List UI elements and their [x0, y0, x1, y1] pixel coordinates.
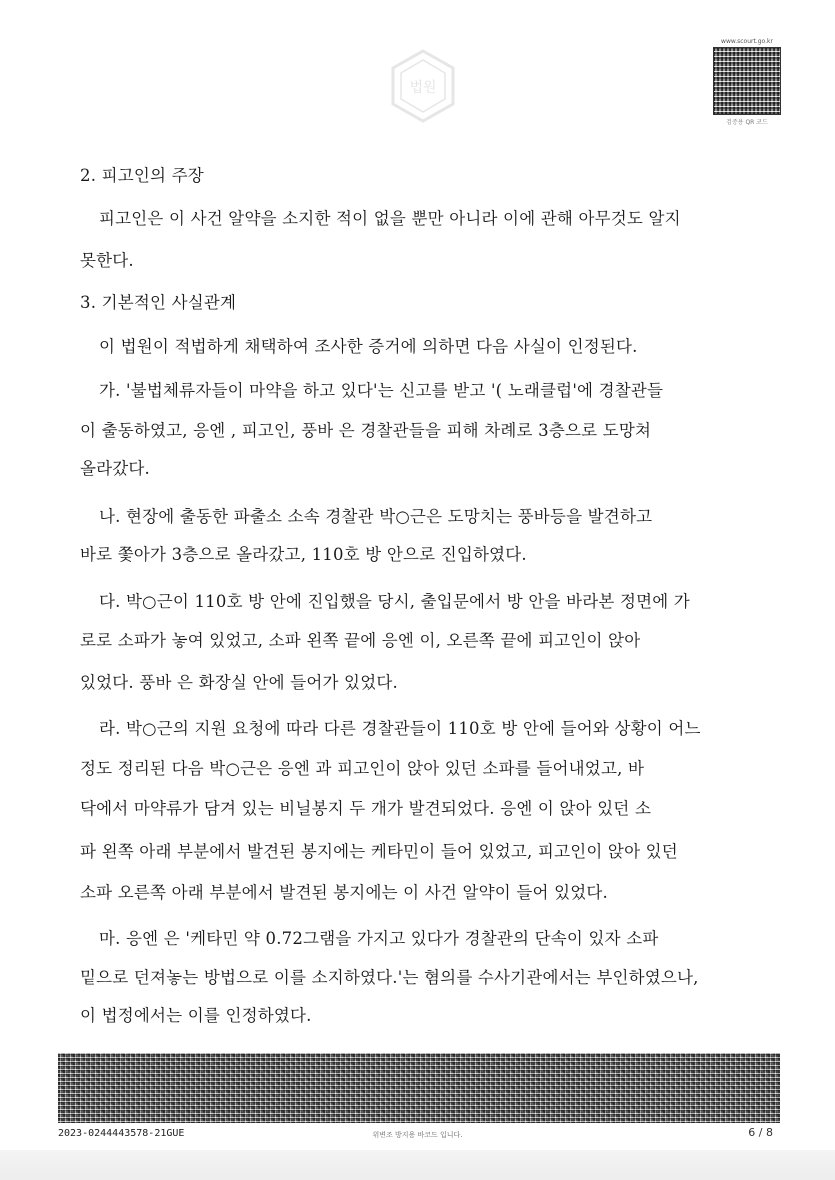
body-line: 못한다. — [80, 251, 134, 270]
body-line: 다. 박○근이 110호 방 안에 진입했을 당시, 출입문에서 방 안을 바라본 정면에 가 — [99, 592, 690, 611]
body-line: 피고인은 이 사건 알약을 소지한 적이 없을 뿐만 아니라 이에 관해 아무것도 알지 — [99, 209, 681, 228]
body-line: 이 법정에서는 이를 인정하였다. — [80, 1006, 312, 1025]
page-number: 6 / 8 — [748, 1126, 773, 1139]
body-line: 이 출동하였고, 응엔 , 피고인, 풍바 은 경찰관들을 피해 차례로 3층으로 도망쳐 — [80, 421, 652, 440]
svg-text:법원: 법원 — [409, 80, 437, 96]
body-line: 닥에서 마약류가 담겨 있는 비닐봉지 두 개가 발견되었다. 응엔 이 앉아 있던 소 — [80, 799, 652, 818]
body-line: 있었다. 풍바 은 화장실 안에 들어가 있었다. — [80, 673, 398, 692]
qr-url: www.scourt.go.kr — [721, 38, 773, 45]
body-line: 가. '불법체류자들이 마약을 하고 있다'는 신고를 받고 '( 노래클럽'에 경찰관들 — [99, 381, 664, 400]
qr-caption: 검증용 QR 코드 — [726, 119, 768, 126]
body-line: 소파 오른쪽 아래 부분에서 발견된 봉지에는 이 사건 알약이 들어 있었다. — [80, 883, 608, 902]
body-line: 바로 쫓아가 3층으로 올라갔고, 110호 방 안으로 진입하였다. — [80, 545, 527, 564]
qr-code-image — [713, 47, 781, 115]
body-line: 로로 소파가 놓여 있었고, 소파 왼쪽 끝에 응엔 이, 오른쪽 끝에 피고인이 앉아 — [80, 631, 641, 650]
body-line: 나. 현장에 출동한 파출소 소속 경찰관 박○근은 도망치는 풍바등을 발견하고 — [99, 507, 653, 526]
body-line: 이 법원이 적법하게 채택하여 조사한 증거에 의하면 다음 사실이 인정된다. — [99, 337, 638, 356]
body-line: 라. 박○근의 지원 요청에 따라 다른 경찰관들이 110호 방 안에 들어와 상황이 어느 — [99, 719, 701, 738]
body-line: 밑으로 던져놓는 방법으로 이를 소지하였다.'는 혐의를 수사기관에서는 부인하였으나, — [80, 968, 699, 987]
verification-qr — [712, 38, 782, 126]
document-id: 2023-0244443578-21GUE — [58, 1128, 185, 1139]
anti-forgery-barcode — [58, 1053, 780, 1123]
section-heading: 3. 기본적인 사실관계 — [80, 293, 237, 312]
body-line: 정도 정리된 다음 박○근은 응엔 과 피고인이 앉아 있던 소파를 들어내었고, 바 — [80, 759, 645, 778]
court-seal-watermark — [385, 48, 461, 124]
barcode-note: 위변조 방지용 바코드 입니다. — [372, 1131, 463, 1139]
body-line: 파 왼쪽 아래 부분에서 발견된 봉지에는 케타민이 들어 있었고, 피고인이 앉아 있던 — [80, 842, 678, 861]
section-heading: 2. 피고인의 주장 — [80, 166, 204, 185]
body-line: 마. 응엔 은 '케타민 약 0.72그램을 가지고 있다가 경찰관의 단속이 있자 소파 — [99, 929, 659, 948]
scan-bottom-edge — [0, 1150, 835, 1180]
body-line: 올라갔다. — [80, 459, 151, 478]
